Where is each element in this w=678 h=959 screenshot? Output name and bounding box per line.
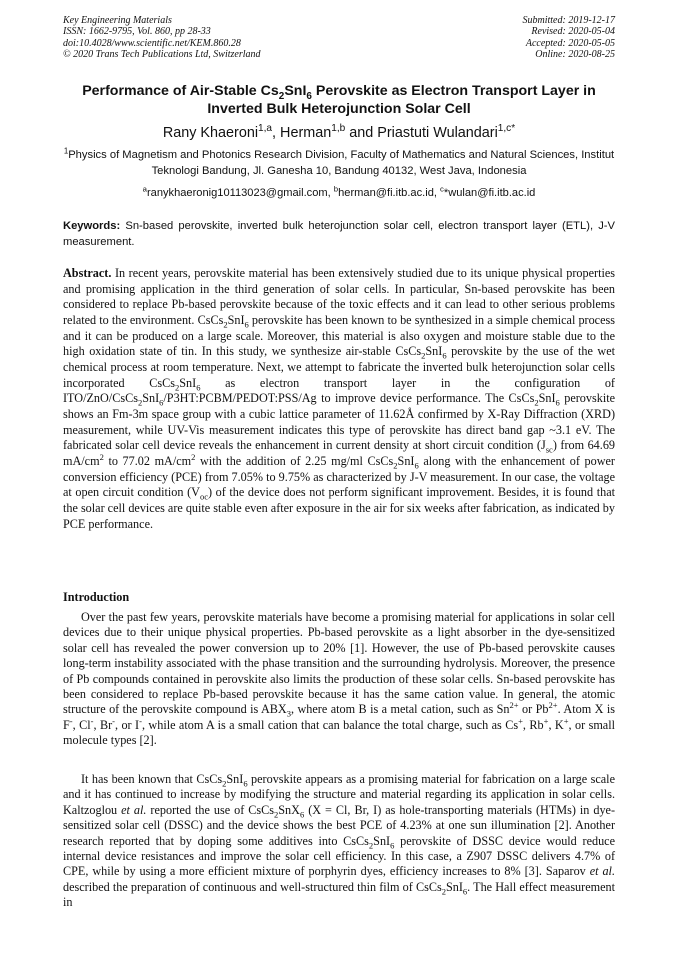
date-revised: Revised: 2020-05-04 (531, 26, 615, 38)
paper-title: Performance of Air-Stable $Cs_2SnI_6$ Perovskite as Electron Transport Layer in Inverted Bulk Heterojunction Solar Cell (82, 83, 596, 117)
author-emails: $^a$ranykhaeronig10113023@gmail.com, $^b$herman@fi.itb.ac.id, $^c$*wulan@fi.itb.ac.id (142, 184, 536, 199)
abstract-label: Abstract. (63, 266, 112, 280)
abstract: Abstract. In recent years, perovskite material has been extensively studied due to its unique physical properties and promising application in the third generation of solar cells. In particular, Sn-based perovskite has been considered to replace Pb-based perovskite because of the toxic effects and it can lead to other serious problems related to the environment. CsCs$_2$SnI$_6$ perovskite has been known to be synthesized in a simple chemical process and it can be produced on a large scale. Moreover, this material is also oxygen and moisture stable due to the high oxidation state of tin. In this study, we synthesize air-stable CsCs$_2$SnI$_6$ perovskite by the use of the wet chemical process at room temperature. Next, we attempt to fabricate the inverted bulk heterojunction solar cells incorporated CsCs$_2$SnI$_6$ as electron transport layer in the configuration of ITO/ZnO/CsCs$_2$SnI$_6$/P3HT:PCBM/PEDOT:PSS/Ag to improve device performance. The CsCs$_2$SnI$_6$ perovskite shows an Fm-3m space group with a cubic lattice parameter of 11.62Å confirmed by X-Ray Diffraction (XRD) measurement, while UV-Vis measurement indicates this type of perovskite has direct band gap ~3.1 eV. The fabricated solar cell device reveals the enhancement in current density at short circuit condition $(J_{sc})$ from 64.69 $mA/cm^2$ to 77.02 $mA/cm^2$ with the addition of 2.25 mg/ml CsCs$_2$SnI$_6$ along with the enhancement of power conversion efficiency (PCE) from 7.05% to 9.75% as characterized by J-V measurement. In our case, the voltage at open circuit condition $(V_{oc})$ of the device does not perform significant improvement. Besides, it is found that the solar cell devices are quite stable even after exposure in the air for six weeks after fabrication, as indicated by PCE performance. (63, 266, 616, 531)
email-link[interactable]: ranykhaeronig10113023@gmail.com, (146, 187, 334, 199)
affiliation: $^1$Physics of Magnetism and Photonics Research Division, Faculty of Mathematics and Natural Sciences, Institut Teknologi Bandung, Jl. Ganesha 10, Bandung 40132, West Java, Indonesia (63, 146, 615, 177)
date-online: Online: 2020-08-25 (535, 49, 615, 61)
copyright: © 2020 Trans Tech Publications Ltd, Switzerland (63, 49, 261, 61)
intro-paragraph-2: It has been known that CsCs$_2$SnI$_6$ perovskite appears as a promising material for fabrication on a large scale and it has continued to increase by modifying the structure and material regarding its application in solar cells. Kaltzoglou et al. reported the use of CsCs$_2$SnX$_6$ (X = Cl, Br, I) as hole-transporting materials (HTMs) in dye-sensitized solar cell (DSSC) and the device shows the best PCE of 4.23% at one sun illumination [2]. Another research reported that by doping some additives into CsCs$_2$SnI$_6$ perovskite of DSSC device would reduce internal device resistances and improve the solar cell efficiency. In this case, a Z907 DSSC delivers 4.7% of CPE, while by using a more efficient mixture of porphyrin dyes, efficiency increases to 8% [3]. Saparov et al. described the preparation of continuous and well-structured thin film of CsCs$_2$SnI$_6$. The Hall effect measurement in (63, 772, 616, 910)
intro-paragraph-1: Over the past few years, perovskite materials have become a promising material for applications in solar cell devices due to their unique physical properties. Pb-based perovskite as a light absorber in the dye-sensitized solar cell has revealed the power conversion up to 20% [1]. However, the use of Pb-based perovskite causes long-term instability associated with the phase transition and the surrounding hydrolysis. Moreover, the presence of Pb compounds contained in perovskite also limits the production of these solar cells. Sn-based perovskite has been considered to replace Pb-based perovskite because it has the same cation value. In general, the atomic structure of the perovskite compound is $ABX_3$, where atom B is a metal cation, such as $Sn^{2+}$ or $Pb^{2+}$. Atom X is F-, Cl-, Br-, or I-, while atom A is a small cation that can balance the total charge, such as Cs+, Rb+, K+, or small molecule types [2]. (63, 610, 615, 748)
section-heading-introduction: Introduction (63, 590, 130, 604)
email-link[interactable]: *wulan@fi.itb.ac.id (443, 187, 536, 199)
journal-info (63, 15, 261, 61)
author-name: Herman (280, 125, 332, 141)
publication-dates (523, 15, 616, 61)
date-submitted: Submitted: 2019-12-17 (522, 15, 615, 26)
author-name: Rany Khaeroni (162, 125, 259, 141)
keywords-label: Keywords: (63, 220, 121, 232)
keywords: Keywords: Sn-based perovskite, inverted bulk heterojunction solar cell, electron transport layer (ETL), J-V measurement. (63, 220, 615, 248)
journal-name: Key Engineering Materials (63, 15, 172, 26)
issn-volume: ISSN: 1662-9795, Vol. 860, pp 28-33 (63, 26, 211, 38)
doi[interactable]: doi:10.4028/www.scientific.net/KEM.860.28 (63, 37, 241, 49)
author-name: Priastuti Wulandari (377, 125, 498, 141)
date-accepted: Accepted: 2020-05-05 (525, 37, 615, 49)
email-link[interactable]: herman@fi.itb.ac.id, (338, 187, 441, 199)
author-list: Rany Khaeroni$^{1,a}$, Herman$^{1,b}$ and Priastuti Wulandari$^{1,c*}$ (162, 123, 516, 141)
